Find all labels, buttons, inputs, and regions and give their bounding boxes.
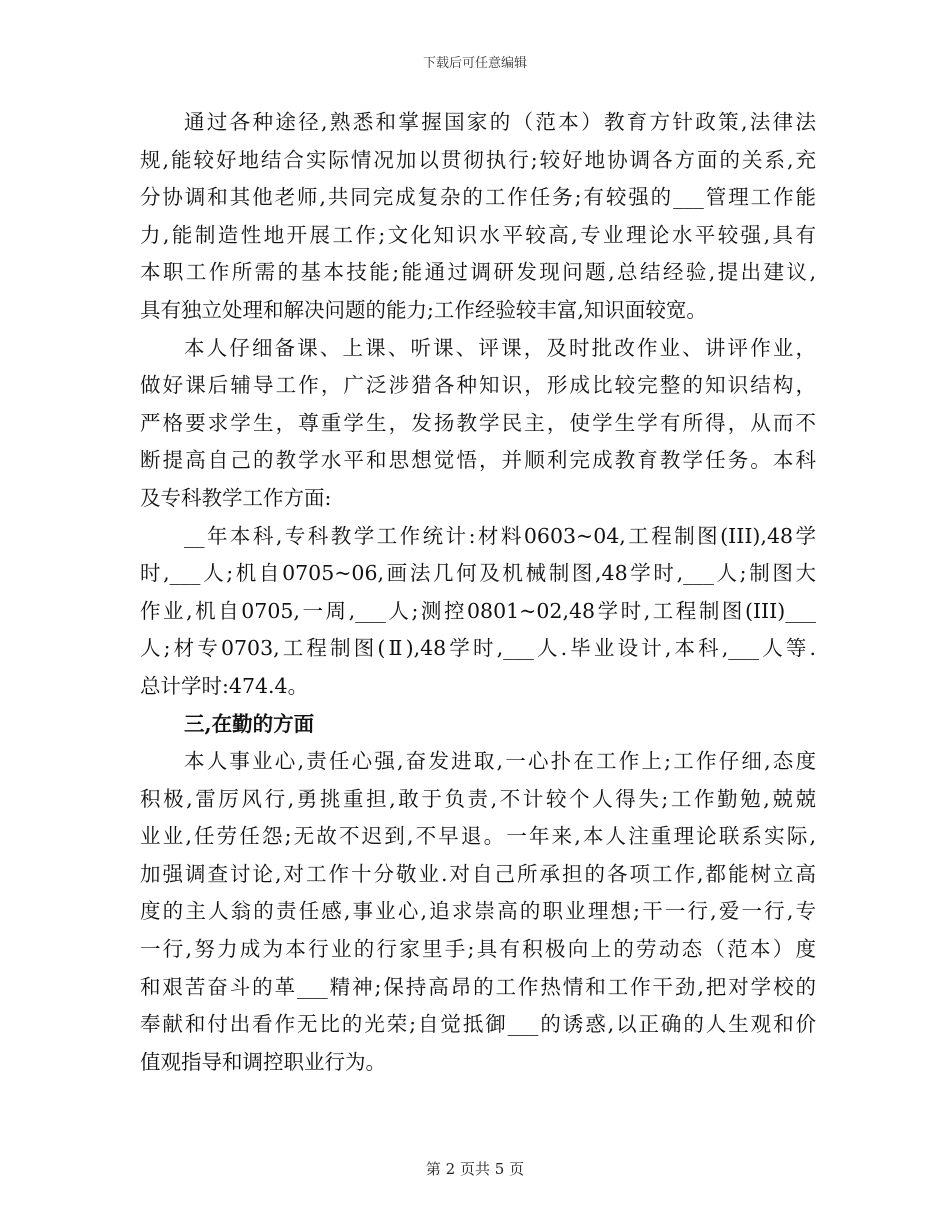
- text-line: 规,能较好地结合实际情况加以贯彻执行;较好地协调各方面的关系,充: [140, 147, 816, 172]
- text-line: 作业,机自0705,一周,___人;测控0801~02,48学时,工程制图(III)___: [140, 598, 816, 623]
- text-line: 值观指导和调控职业行为。: [140, 1049, 386, 1074]
- text-line: 力,能制造性地开展工作;文化知识水平较高,专业理论水平较强,具有: [140, 222, 816, 247]
- text-line: __年本科,专科教学工作统计:材料0603~04,工程制图(III),48学: [184, 523, 816, 548]
- text-line: 及专科教学工作方面:: [140, 485, 332, 510]
- page-number-footer: 第 2 页共 5 页: [425, 1160, 525, 1178]
- text-line: 积极,雷厉风行,勇挑重担,敢于负责,不计较个人得失;工作勤勉,兢兢: [140, 786, 816, 811]
- text-line: 本人仔细备课、上课、听课、评课，及时批改作业、讲评作业，: [184, 335, 816, 360]
- text-line: 业业,任劳任怨;无故不迟到,不早退。一年来,本人注重理论联系实际,: [140, 824, 816, 849]
- section-heading: 三,在勤的方面: [184, 711, 315, 736]
- text-line: 时,___人;机自0705~06,画法几何及机械制图,48学时,___人;制图大: [140, 561, 816, 586]
- text-line: 人;材专0703,工程制图(Ⅱ),48学时,___人.毕业设计,本科,___人等.: [140, 636, 816, 661]
- text-line: 一行,努力成为本行业的行家里手;具有积极向上的劳动态（范本）度: [140, 937, 816, 962]
- text-line: 本人事业心,责任心强,奋发进取,一心扑在工作上;工作仔细,态度: [184, 749, 816, 774]
- text-line: 具有独立处理和解决问题的能力;工作经验较丰富,知识面较宽。: [140, 297, 707, 322]
- text-line: 总计学时:474.4。: [140, 673, 309, 698]
- text-line: 分协调和其他老师,共同完成复杂的工作任务;有较强的___管理工作能: [140, 185, 816, 210]
- page-header: 下载后可任意编辑: [422, 56, 527, 71]
- text-line: 加强调查讨论,对工作十分敬业.对自己所承担的各项工作,都能树立高: [140, 861, 816, 886]
- text-line: 断提高自己的教学水平和思想觉悟，并顺利完成教育教学任务。本科: [140, 448, 816, 473]
- text-line: 奉献和付出看作无比的光荣;自觉抵御___的诱惑,以正确的人生观和价: [140, 1012, 816, 1037]
- text-line: 本职工作所需的基本技能;能通过调研发现问题,总结经验,提出建议,: [140, 260, 816, 285]
- text-line: 通过各种途径,熟悉和掌握国家的（范本）教育方针政策,法律法: [184, 110, 816, 134]
- text-line: 和艰苦奋斗的革___精神;保持高昂的工作热情和工作干劲,把对学校的: [140, 974, 816, 999]
- text-line: 做好课后辅导工作，广泛涉猎各种知识，形成比较完整的知识结构，: [140, 373, 816, 398]
- document-body: [140, 104, 816, 1081]
- text-line: 严格要求学生，尊重学生，发扬教学民主，使学生学有所得，从而不: [140, 410, 816, 435]
- text-line: 度的主人翁的责任感,事业心,追求崇高的职业理想;干一行,爱一行,专: [140, 899, 816, 924]
